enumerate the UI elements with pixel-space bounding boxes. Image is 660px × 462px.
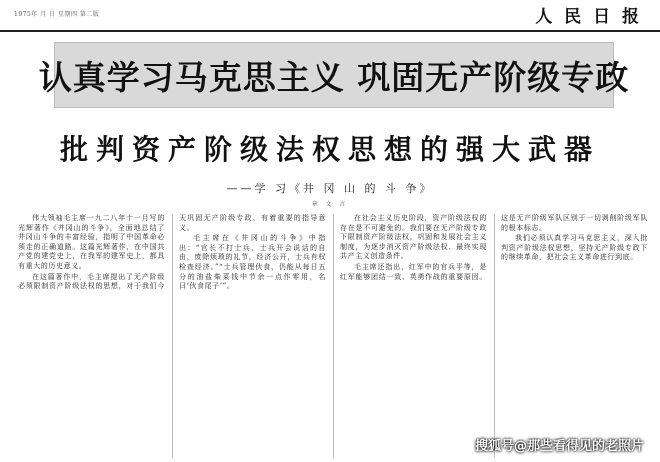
article-paragraph: 毛主席还指出，红军中的官兵平等，是红军能够团结一致、英勇作战的重要原因。这是无产阶级军队区别于一切剥削阶级军队的根本标志。 (340, 214, 648, 281)
article-paragraph: 在这篇著作中，毛主席提出了无产阶级必须限制资产阶级法权的思想，对于我们今天巩固无产阶级专政，有着重要的指导意义。 (18, 214, 326, 291)
slogan-banner (38, 42, 630, 108)
article-author: 章 文 言 (311, 201, 349, 208)
dateline: 1975年 月 日 星期四 第二版 (14, 11, 100, 18)
masthead-bar (0, 0, 660, 32)
article-headline: 批判资产阶级法权思想的强大武器 (59, 133, 600, 166)
newspaper-nameplate: 人 民 日 报 (535, 7, 642, 27)
source-watermark: 搜狐号@那些看得见的老照片 (474, 439, 644, 454)
slogan-text: 认真学习马克思主义 巩固无产阶级专政 (38, 57, 630, 97)
article-subheadline: ——学 习《井 冈 山 的 斗 争》 (226, 182, 434, 195)
article-paragraph: 在社会主义历史阶段，资产阶级法权的存在是不可避免的。我们要在无产阶级专政下限制资产阶级法权，巩固和发展社会主义制度，为逐步消灭资产阶级法权、最终实现共产主义创造条件。 (340, 214, 487, 261)
article-paragraph: 毛主席在《井冈山的斗争》中指出：“官长不打士兵，士兵开会说话的自由，废除烦琐的礼节，经济公开，士兵有权检查经济。”“士兵管理伙食，仍能从每日五分的油盐柴菜钱中节余一点作零用，名曰‘伙食尾子’”。 (179, 234, 326, 291)
article-body (18, 214, 648, 458)
article-paragraph: 伟大领袖毛主席一九二八年十一月写的光辉著作《井冈山的斗争》，全面地总结了井冈山斗争的丰富经验，指明了中国革命必须走的正确道路。这篇光辉著作，在中国共产党的建党史上，在我军的建军史上，都具有重大的历史意义。 (18, 214, 165, 270)
article-paragraph: 我们必须认真学习马克思主义，深入批判资产阶级法权思想，坚持无产阶级专政下的继续革命，把社会主义革命进行到底。 (501, 234, 648, 262)
